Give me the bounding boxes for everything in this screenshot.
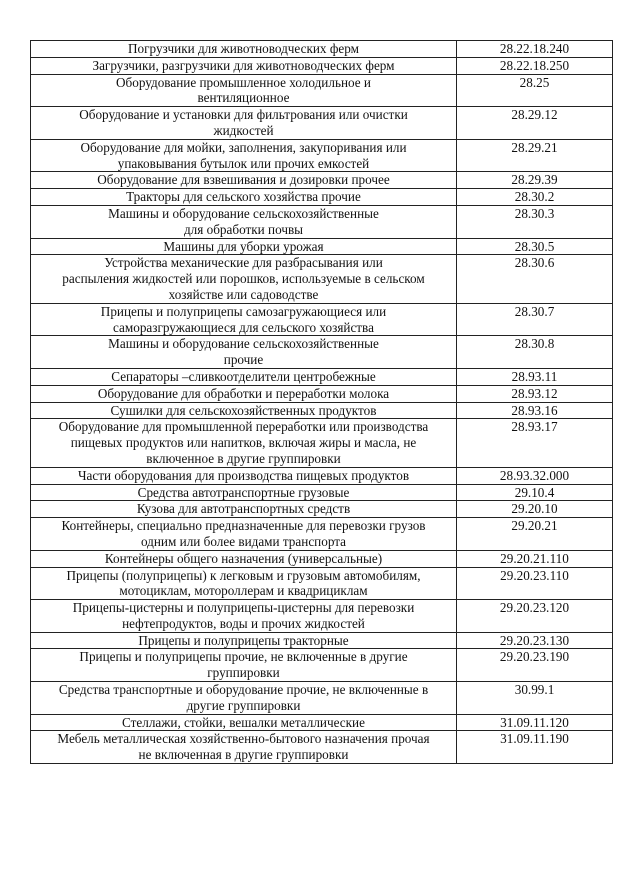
table-row	[31, 172, 613, 189]
item-name: Машины и оборудование сельскохозяйственные прочие	[108, 336, 379, 368]
item-name-cell	[31, 419, 457, 467]
item-code: 29.20.23.110	[500, 567, 569, 583]
item-name: Части оборудования для производства пищевых продуктов	[77, 467, 410, 483]
item-code-cell	[457, 402, 613, 419]
item-code: 29.20.21	[511, 518, 558, 534]
item-code: 28.29.39	[511, 172, 558, 188]
item-code-cell	[457, 303, 613, 336]
item-code-cell	[457, 107, 613, 140]
item-name: Прицепы-цистерны и полуприцепы-цистерны для перевозки нефтепродуктов, воды и прочих жидкостей	[72, 600, 415, 631]
item-name-cell	[31, 189, 457, 206]
item-name: Погрузчики для животноводческих ферм	[128, 41, 359, 56]
item-code: 29.10.4	[514, 484, 555, 500]
equipment-code-table	[30, 40, 613, 764]
item-code-cell	[457, 484, 613, 501]
item-code: 29.20.10	[511, 501, 558, 517]
item-name-cell	[31, 255, 457, 303]
table-row	[31, 484, 613, 501]
item-code: 28.93.16	[511, 402, 558, 418]
item-name: Сепараторы –сливкоотделители центробежные	[111, 368, 376, 384]
table-row	[31, 205, 613, 238]
item-name: Средства автотранспортные грузовые	[137, 484, 350, 500]
item-code: 28.30.3	[514, 205, 555, 221]
item-name-cell	[31, 467, 457, 484]
item-code-cell	[457, 255, 613, 303]
table-row	[31, 303, 613, 336]
table-row	[31, 518, 613, 551]
item-code: 28.93.32.000	[499, 467, 570, 483]
item-code-cell	[457, 600, 613, 633]
item-code: 31.09.11.120	[500, 714, 569, 730]
item-name: Стеллажи, стойки, вешалки металлические	[122, 714, 365, 730]
item-code-cell	[457, 139, 613, 172]
item-name: Прицепы и полуприцепы прочие, не включенные в другие группировки	[79, 649, 408, 681]
item-code-cell	[457, 731, 613, 764]
item-code-cell	[457, 57, 613, 74]
item-code: 28.29.21	[511, 139, 558, 155]
item-name-cell	[31, 550, 457, 567]
item-code: 28.30.8	[514, 336, 555, 352]
item-code-cell	[457, 467, 613, 484]
item-name-cell	[31, 567, 457, 600]
item-code: 29.20.23.120	[499, 600, 570, 616]
table-row	[31, 632, 613, 649]
table-row	[31, 385, 613, 402]
item-name-cell	[31, 303, 457, 336]
item-code-cell	[457, 632, 613, 649]
item-name-cell	[31, 682, 457, 715]
table-row	[31, 467, 613, 484]
table-row	[31, 567, 613, 600]
item-name: Оборудование для промышленной переработки или производства пищевых продуктов или напитков, включая жиры и масла, не включенное в другие группировки	[58, 419, 429, 466]
table-row	[31, 419, 613, 467]
table-row	[31, 41, 613, 58]
item-code-cell	[457, 172, 613, 189]
item-name-cell	[31, 336, 457, 369]
item-name: Машины и оборудование сельскохозяйственные для обработки почвы	[108, 205, 379, 237]
item-code: 29.20.21.110	[500, 550, 569, 566]
table-row	[31, 238, 613, 255]
item-name-cell	[31, 172, 457, 189]
item-code: 28.25	[519, 74, 550, 90]
item-code: 28.30.5	[514, 238, 555, 254]
item-name: Машины для уборки урожая	[163, 238, 324, 254]
item-code: 28.30.2	[514, 189, 555, 205]
item-name: Оборудование для обработки и переработки молока	[97, 385, 390, 401]
item-code: 28.30.7	[514, 303, 555, 319]
item-name: Оборудование для взвешивания и дозировки прочее	[97, 172, 390, 188]
item-code: 28.93.11	[511, 368, 558, 384]
item-name: Прицепы (полуприцепы) к легковым и грузовым автомобилям, мотоциклам, мотороллерам и квадрициклам	[66, 567, 421, 599]
item-name: Сушилки для сельскохозяйственных продуктов	[110, 402, 377, 418]
item-code-cell	[457, 649, 613, 682]
item-code-cell	[457, 336, 613, 369]
item-code-cell	[457, 368, 613, 385]
item-code: 30.99.1	[514, 682, 555, 698]
item-name: Контейнеры общего назначения (универсальные)	[104, 550, 383, 566]
item-code-cell	[457, 518, 613, 551]
table-row	[31, 74, 613, 107]
item-code-cell	[457, 41, 613, 58]
item-code-cell	[457, 714, 613, 731]
table-row	[31, 368, 613, 385]
item-code: 28.93.17	[511, 419, 558, 435]
item-name-cell	[31, 402, 457, 419]
item-code: 29.20.23.130	[499, 632, 570, 648]
item-code-cell	[457, 682, 613, 715]
item-code: 28.30.6	[514, 255, 555, 271]
item-name-cell	[31, 205, 457, 238]
table-row	[31, 550, 613, 567]
item-code-cell	[457, 419, 613, 467]
item-code: 28.22.18.240	[499, 41, 570, 56]
item-name-cell	[31, 714, 457, 731]
table-row	[31, 501, 613, 518]
item-name: Загрузчики, разгрузчики для животноводческих ферм	[92, 57, 395, 73]
item-name-cell	[31, 632, 457, 649]
table-row	[31, 189, 613, 206]
item-code: 31.09.11.190	[500, 731, 569, 747]
item-name: Оборудование для мойки, заполнения, закупоривания или упаковывания бутылок или прочих емкостей	[80, 139, 407, 171]
item-name: Контейнеры, специально предназначенные для перевозки грузов одним или более видами транспорта	[61, 518, 426, 549]
item-code-cell	[457, 501, 613, 518]
table-row	[31, 107, 613, 140]
item-name-cell	[31, 368, 457, 385]
table-row	[31, 402, 613, 419]
item-name-cell	[31, 238, 457, 255]
item-name: Средства транспортные и оборудование прочие, не включенные в другие группировки	[58, 682, 429, 713]
item-name: Прицепы и полуприцепы тракторные	[138, 632, 349, 648]
item-name: Тракторы для сельского хозяйства прочие	[126, 189, 361, 205]
item-code-cell	[457, 385, 613, 402]
item-name-cell	[31, 107, 457, 140]
item-code-cell	[457, 74, 613, 107]
table-body	[31, 41, 613, 764]
item-name: Оборудование промышленное холодильное и вентиляционное	[116, 74, 371, 106]
item-code-cell	[457, 205, 613, 238]
item-name-cell	[31, 74, 457, 107]
item-name: Мебель металлическая хозяйственно-бытового назначения прочая не включенная в другие группировки	[57, 731, 430, 763]
item-name-cell	[31, 139, 457, 172]
table-row	[31, 600, 613, 633]
table-row	[31, 731, 613, 764]
item-name-cell	[31, 41, 457, 58]
item-code-cell	[457, 550, 613, 567]
item-name: Кузова для автотранспортных средств	[136, 501, 351, 517]
item-name: Оборудование и установки для фильтрования или очистки жидкостей	[79, 107, 408, 138]
table-row	[31, 139, 613, 172]
table-row	[31, 255, 613, 303]
item-code-cell	[457, 238, 613, 255]
item-code: 28.29.12	[511, 107, 558, 123]
table-row	[31, 336, 613, 369]
item-name-cell	[31, 731, 457, 764]
item-name-cell	[31, 484, 457, 501]
item-name-cell	[31, 518, 457, 551]
item-code: 29.20.23.190	[499, 649, 570, 665]
item-code: 28.93.12	[511, 385, 558, 401]
item-code-cell	[457, 567, 613, 600]
table-row	[31, 57, 613, 74]
item-name-cell	[31, 57, 457, 74]
item-name: Прицепы и полуприцепы самозагружающиеся или саморазгружающиеся для сельского хозяйства	[100, 303, 387, 335]
item-name-cell	[31, 600, 457, 633]
table-row	[31, 714, 613, 731]
item-name: Устройства механические для разбрасывания или распыления жидкостей или порошков, используемые в сельском хозяйстве или садоводстве	[62, 255, 425, 302]
table-row	[31, 649, 613, 682]
item-code: 28.22.18.250	[499, 57, 570, 73]
item-name-cell	[31, 385, 457, 402]
item-name-cell	[31, 649, 457, 682]
item-code-cell	[457, 189, 613, 206]
table-row	[31, 682, 613, 715]
item-name-cell	[31, 501, 457, 518]
